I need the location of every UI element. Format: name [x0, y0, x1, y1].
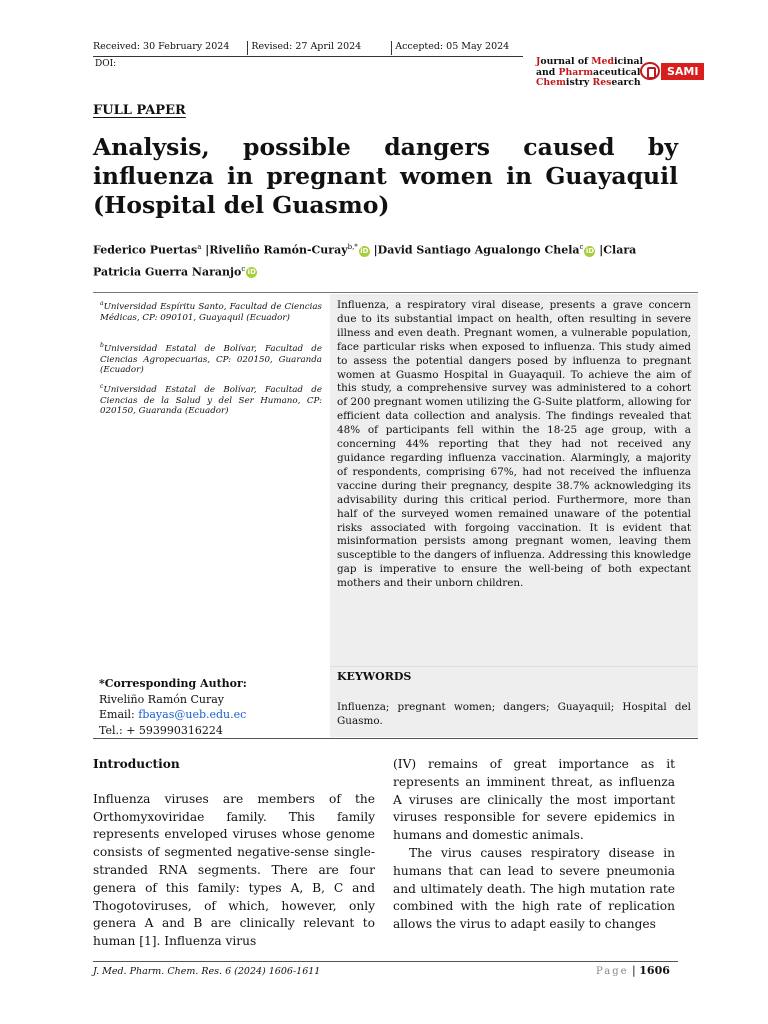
section-heading: Introduction: [93, 757, 180, 771]
doi: DOI:: [95, 59, 117, 69]
orcid-icon[interactable]: iD: [247, 268, 256, 277]
paragraph: The virus causes respiratory disease in humans that can lead to severe pneumonia and ultimately death. The high mutation rate combined with the high rate of replication allows the virus to adapt easily to changes: [393, 845, 675, 932]
publication-dates: [93, 41, 523, 57]
received-date: Received: 30 February 2024: [93, 41, 230, 52]
affiliation: $^b$Universidad Estatal de Bolívar, Facultad de Ciencias Agropecuarias, CP: 020150, Guaranda (Ecuador): [100, 342, 322, 376]
author: David Santiago Agualongo Chela: [377, 243, 580, 257]
corresponding-author: *Corresponding Author: Riveliño Ramón Curay Email: fbayas@ueb.edu.ec Tel.: + 593990316224: [99, 676, 324, 738]
accepted-date: Accepted: 05 May 2024: [395, 41, 510, 52]
keywords: Influenza; pregnant women; dangers; Guayaquil; Hospital del Guasmo.: [337, 701, 691, 727]
page-indicator: Page | 1606: [596, 964, 670, 977]
author-list: Federico Puertas$^a$ |Riveliño Ramón-Curay$^{b,*}$ iD |David Santiago Agualongo Chela$^c$ iD |Clara Patricia Guerra Naranjo$^c$ iD: [93, 243, 637, 279]
body-column-right: [393, 756, 675, 934]
revised-date: Revised: 27 April 2024: [251, 41, 362, 52]
sami-logo-icon: [640, 62, 660, 80]
paragraph: (IV) remains of great importance as it represents an imminent threat, as influenza A viruses are clinically the most important viruses responsible for severe epidemics in humans and domestic animals.: [393, 757, 675, 843]
corresponding-tel: Tel.: + 593990316224: [99, 723, 223, 737]
orcid-icon[interactable]: iD: [360, 246, 369, 255]
article-title: Analysis, possible dangers caused by influenza in pregnant women in Guayaquil (Hospital del Guasmo): [93, 133, 678, 219]
footer-rule: [93, 961, 678, 962]
paragraph: Influenza viruses are members of the Orthomyxoviridae family. This family represents enveloped viruses whose genome consists of segmented negative-sense single-stranded RNA segments. There are four genera of this family: types A, B, C and Thogotoviruses, of which, however, only genera A and B are clinically relevant to human [1]. Influenza virus: [93, 791, 375, 949]
author: Riveliño Ramón-Curay: [209, 243, 348, 257]
affiliation: $^a$Universidad Espíritu Santo, Facultad de Ciencias Médicas, CP: 090101, Guayaquil (Ecuador): [100, 300, 322, 323]
article-type: FULL PAPER: [93, 103, 186, 118]
body-column-left: [93, 756, 375, 951]
abstract: Influenza, a respiratory viral disease, presents a grave concern due to its substantial impact on health, often resulting in severe illness and even death. Pregnant women, a vulnerable population, face particular risks when exposed to influenza. This study aimed to assess the potential dangers posed by influenza to pregnant women at Guasmo Hospital in Guayaquil. To achieve the aim of this study, a comprehensive survey was administered to a cohort of 200 pregnant women utilizing the G-Suite platform, allowing for efficient data collection and analysis. The findings revealed that 48% of participants fell within the 18-25 age group, with a concerning 44% reporting that they had not received any guidance regarding influenza vaccination. Alarmingly, a majority of respondents, comprising 67%, had not received the influenza vaccine during their pregnancy, despite 38.7% acknowledging its advisability during this critical period. Furthermore, more than half of the surveyed women remained unaware of the potential risks associated with forgoing vaccination. It is evident that misinformation persists among pregnant women, leaving them susceptible to the dangers of influenza. Addressing this knowledge gap is imperative to ensure the well-being of both expectant mothers and their unborn children.: [337, 299, 691, 590]
email-link[interactable]: fbayas@ueb.edu.ec: [138, 708, 247, 721]
affiliation: $^c$Universidad Estatal de Bolívar, Facultad de Ciencias de la Salud y del Ser Humano, CP: 020150, Guaranda (Ecuador): [100, 383, 322, 417]
keywords-heading: KEYWORDS: [337, 670, 412, 683]
header-rule: [93, 56, 523, 57]
author: Clara Patricia Guerra Naranjo: [93, 243, 637, 279]
page-number: 1606: [639, 964, 670, 977]
publisher-name: SAMI: [661, 63, 704, 80]
journal-name: Journal of Medicinal and Pharmaceutical Chemistry Research: [536, 56, 644, 88]
divider: [330, 666, 698, 667]
citation: J. Med. Pharm. Chem. Res. 6 (2024) 1606-1611: [93, 966, 321, 977]
publisher-logo: [640, 62, 704, 80]
author: Federico Puertas: [93, 243, 198, 257]
divider: [93, 738, 698, 739]
corresponding-heading: *Corresponding Author:: [99, 677, 247, 690]
divider: [93, 292, 698, 293]
orcid-icon[interactable]: iD: [585, 246, 595, 255]
corresponding-name: Riveliño Ramón Curay: [99, 692, 225, 706]
